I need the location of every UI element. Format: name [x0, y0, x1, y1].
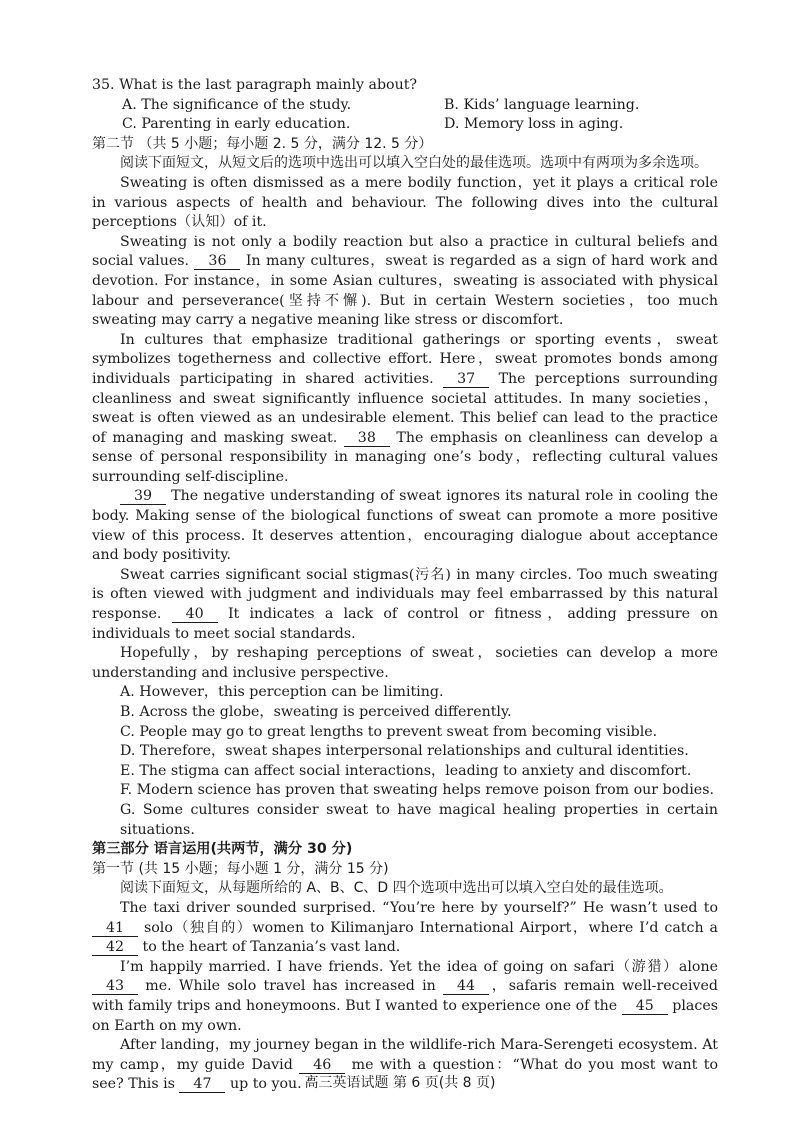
blank-47[interactable]: 47 — [179, 1076, 225, 1093]
blank-41[interactable]: 41 — [92, 920, 138, 937]
choice-a: A. However，this perception can be limiting. — [120, 684, 444, 701]
blank-44[interactable]: 44 — [443, 978, 489, 995]
choice-f: F. Modern science has proven that sweating helps remove poison from our bodies. — [120, 782, 714, 799]
paragraph-text: In cultures that emphasize traditional gatherings or sporting events，sweat symbolizes togetherness and collective effort. Here，sweat promotes bonds among individuals participating in shared activities. — [92, 331, 718, 387]
passage-paragraph-2 — [92, 233, 718, 331]
paragraph-text: me with a question：“What do you most want to see? This is — [92, 1056, 719, 1093]
blank-42[interactable]: 42 — [92, 939, 138, 956]
option-a: A. The significance of the study. — [122, 96, 352, 113]
paragraph-text: The emphasis on cleanliness can develop a sense of personal responsibility in managing one’s body，reflecting cultural values surrounding self-discipline. — [92, 429, 718, 485]
paragraph-text: The perceptions surrounding cleanliness and sweat significantly influence societal attitudes. In many societies，sweat is often viewed as an undesirable element. This belief can lead to the practice of managing and masking sweat. — [92, 370, 719, 446]
page-content — [92, 76, 718, 1095]
section-2-instruction: 阅读下面短文，从短文后的选项中选出可以填入空白处的最佳选项。选项中有两项为多余选项。 — [120, 155, 708, 172]
choice-e: E. The stigma can affect social interactions，leading to anxiety and discomfort. — [120, 762, 692, 779]
paragraph-text: The negative understanding of sweat ignores its natural role in cooling the body. Making sense of the biological functions of sweat can promote a more positive view of this process. It deserves attention，encouraging dialogue about acceptance and body positivity. — [92, 488, 718, 564]
part-3-section-1-heading: 第一节 (共 15 小题；每小题 1 分，满分 15 分) — [92, 860, 389, 877]
answer-choices — [92, 683, 718, 840]
page-footer: 高三英语试题 第 6 页(共 8 页) — [304, 1075, 496, 1091]
blank-43[interactable]: 43 — [92, 978, 138, 995]
section-2-heading: 第二节 （共 5 小题；每小题 2. 5 分，满分 12. 5 分） — [92, 135, 433, 152]
paragraph-text: After landing，my journey began in the wildlife-rich Mara-Serengeti ecosystem. At my camp，my guide David — [92, 1037, 718, 1073]
paragraph-text: places on Earth on my own. — [92, 997, 718, 1034]
passage-paragraph-6: Hopefully，by reshaping perceptions of sweat，societies can develop a more understanding and inclusive perspective. — [92, 645, 718, 681]
choice-g: G. Some cultures consider sweat to have magical healing properties in certain situations. — [120, 801, 718, 838]
blank-36[interactable]: 36 — [194, 253, 240, 270]
option-b: B. Kids’ language learning. — [444, 96, 640, 113]
option-d: D. Memory loss in aging. — [444, 116, 624, 133]
paragraph-text: It indicates a lack of control or fitness，adding pressure on individuals to meet social standards. — [92, 606, 719, 642]
paragraph-text: In many cultures，sweat is regarded as a sign of hard work and devotion. For instance，in some Asian cultures，sweating is associated with physical labour and perseverance(坚持不懈). But in certain Western societies，too much sweating may carry a negative meaning like stress or discomfort. — [92, 253, 719, 329]
passage-paragraph-3 — [92, 331, 718, 488]
paragraph-text: I’m happily married. I have friends. Yet the idea of going on safari（游猎）alone — [120, 958, 718, 975]
paragraph-text: up to you. ” — [229, 1076, 314, 1093]
paragraph-text: The taxi driver sounded surprised. “You’re here by yourself?” He wasn’t used to — [120, 899, 718, 916]
passage-paragraph-5 — [92, 566, 718, 644]
blank-46[interactable]: 46 — [299, 1057, 345, 1074]
part-3-heading: 第三部分 语言运用(共两节，满分 30 分) — [92, 841, 353, 858]
part-3-instruction: 阅读下面短文，从每题所给的 A、B、C、D 四个选项中选出可以填入空白处的最佳选项。 — [120, 880, 673, 897]
question-35-options — [92, 96, 718, 135]
passage-paragraph-1: Sweating is often dismissed as a mere bodily function，yet it plays a critical role in various aspects of health and behaviour. The following dives into the cultural perceptions（认知）of it. — [92, 174, 718, 231]
blank-37[interactable]: 37 — [443, 371, 489, 388]
paragraph-text: Sweat carries significant social stigmas(污名) in many circles. Too much sweating is often viewed with judgment and individuals may feel embarrassed by this natural response. — [92, 566, 718, 623]
choice-b: B. Across the globe，sweating is perceived differently. — [120, 704, 512, 720]
question-35-stem: 35. What is the last paragraph mainly about? — [92, 77, 418, 93]
paragraph-text: ，safaris remain well-received with family trips and honeymoons. But I wanted to experience one of the — [92, 978, 719, 1014]
passage-paragraph-4 — [92, 487, 718, 565]
blank-38[interactable]: 38 — [344, 430, 390, 447]
paragraph-text: to the heart of Tanzania’s vast land. — [142, 939, 401, 956]
blank-45[interactable]: 45 — [622, 998, 668, 1015]
paragraph-text: Sweating is not only a bodily reaction but also a practice in cultural beliefs and social values. — [92, 233, 718, 270]
cloze-paragraph-2 — [92, 958, 718, 1036]
choice-d: D. Therefore，sweat shapes interpersonal relationships and cultural identities. — [120, 743, 689, 760]
option-c: C. Parenting in early education. — [122, 116, 351, 133]
choice-c: C. People may go to great lengths to prevent sweat from becoming visible. — [120, 723, 658, 740]
paragraph-text: solo（独自的）women to Kilimanjaro International Airport，where I’d catch a — [143, 919, 718, 936]
blank-40[interactable]: 40 — [172, 606, 218, 623]
cloze-paragraph-1 — [92, 899, 718, 958]
blank-39[interactable]: 39 — [120, 488, 166, 505]
paragraph-text: me. While solo travel has increased in — [145, 978, 436, 995]
